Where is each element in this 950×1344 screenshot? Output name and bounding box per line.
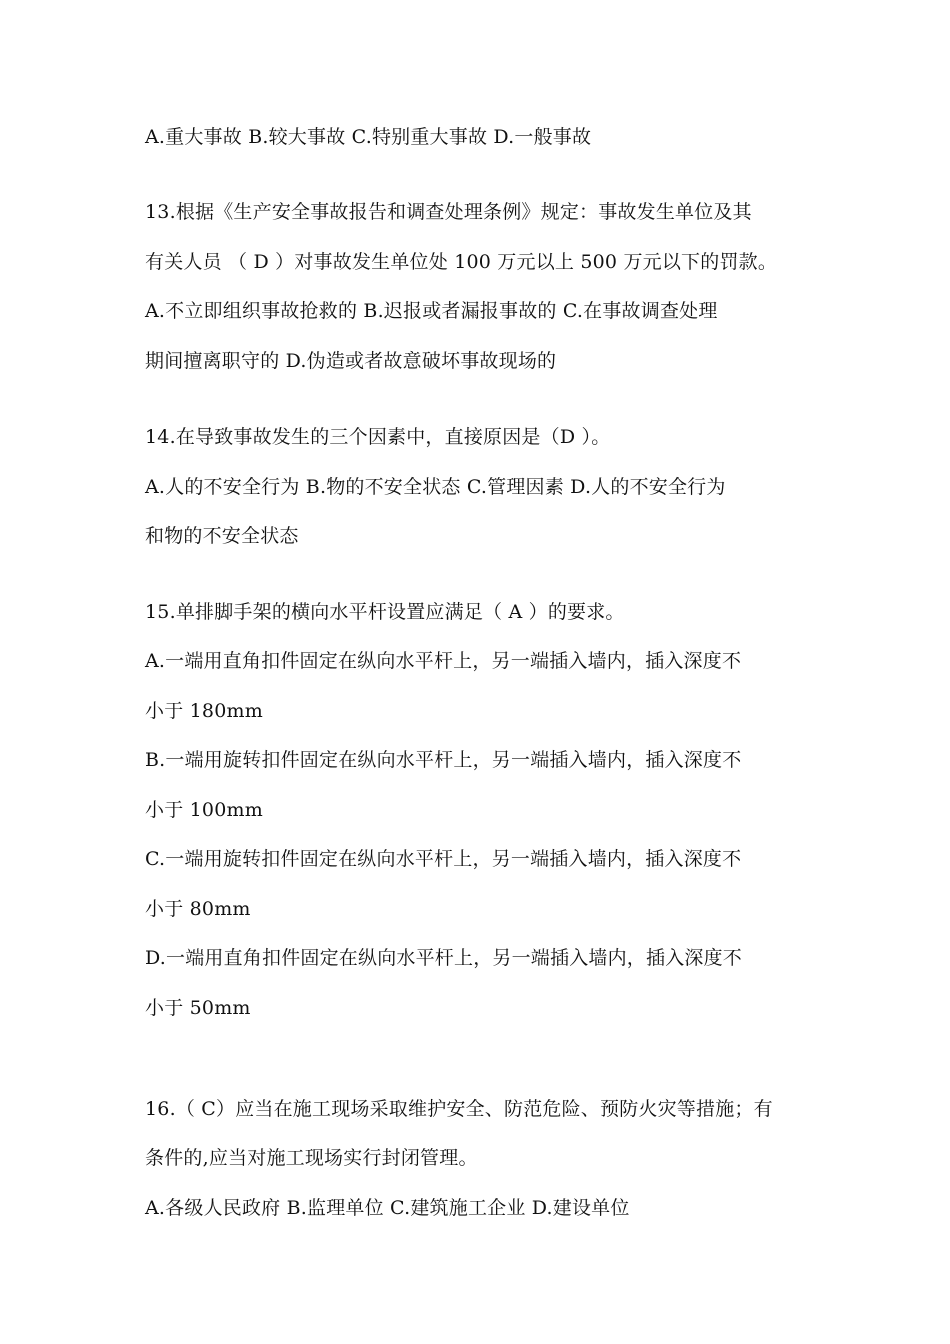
q16-options: A.各级人民政府 B.监理单位 C.建筑施工企业 D.建设单位 — [145, 1197, 630, 1219]
q12-options: A.重大事故 B.较大事故 C.特别重大事故 D.一般事故 — [145, 126, 592, 148]
q13-text-line-1: 13.根据《生产安全事故报告和调查处理条例》规定：事故发生单位及其 — [145, 201, 752, 223]
q15-option-c-line-1: C.一端用旋转扣件固定在纵向水平杆上，另一端插入墙内，插入深度不 — [145, 848, 742, 870]
q15-option-d-line-1: D.一端用直角扣件固定在纵向水平杆上，另一端插入墙内，插入深度不 — [145, 947, 742, 969]
q15-option-b-line-1: B.一端用旋转扣件固定在纵向水平杆上，另一端插入墙内，插入深度不 — [145, 749, 742, 771]
q14-options-line-2: 和物的不安全状态 — [145, 525, 299, 547]
q13-options-line-1: A.不立即组织事故抢救的 B.迟报或者漏报事故的 C.在事故调查处理 — [145, 300, 718, 322]
q14-options-line-1: A.人的不安全行为 B.物的不安全状态 C.管理因素 D.人的不安全行为 — [145, 476, 726, 498]
q16-text-line-1: 16.（ C）应当在施工现场采取维护安全、防范危险、预防火灾等措施；有 — [145, 1098, 773, 1120]
q13-text-line-2: 有关人员 （ D ）对事故发生单位处 100 万元以上 500 万元以下的罚款。 — [145, 251, 778, 273]
q15-option-a-line-2: 小于 180mm — [145, 700, 263, 722]
q15-text: 15.单排脚手架的横向水平杆设置应满足（ A ）的要求。 — [145, 601, 625, 623]
q15-option-d-line-2: 小于 50mm — [145, 997, 251, 1019]
q16-text-line-2: 条件的,应当对施工现场实行封闭管理。 — [145, 1147, 478, 1169]
q14-text: 14.在导致事故发生的三个因素中，直接原因是（D ）。 — [145, 426, 611, 448]
q15-option-c-line-2: 小于 80mm — [145, 898, 251, 920]
q13-options-line-2: 期间擅离职守的 D.伪造或者故意破坏事故现场的 — [145, 350, 557, 372]
q15-option-a-line-1: A.一端用直角扣件固定在纵向水平杆上，另一端插入墙内，插入深度不 — [145, 650, 742, 672]
q15-option-b-line-2: 小于 100mm — [145, 799, 263, 821]
